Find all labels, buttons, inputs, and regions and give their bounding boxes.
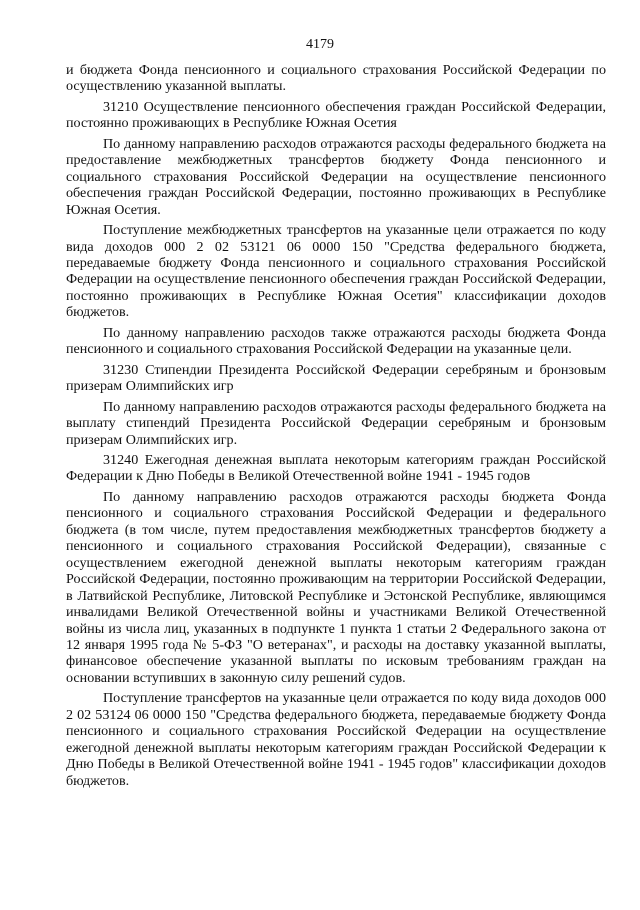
document-body [66,62,606,793]
paragraph: По данному направлению расходов также отражаются расходы бюджета Фонда пенсионного и социального страхования Российской Федерации на указанные цели. [66,324,606,358]
paragraph: Поступление трансфертов на указанные цели отражается по коду вида доходов 000 2 02 53124 06 0000 150 "Средства федерального бюджета, передаваемые бюджету Фонда пенсионного и социального страхования Российской Федерации на осуществление ежегодной денежной выплаты некоторым категориям граждан Российской Федерации к Дню Победы в Великой Отечественной войне 1941 - 1945 годов" классификации доходов бюджетов. [66,690,606,789]
paragraph: Поступление межбюджетных трансфертов на указанные цели отражается по коду вида доходов 000 2 02 53121 06 0000 150 "Средства федерального бюджета, передаваемые бюджету Фонда пенсионного и социального страхования Российской Федерации на осуществление пенсионного обеспечения граждан Российской Федерации, постоянно проживающих в Республике Южная Осетия" классификации доходов бюджетов. [66,222,606,321]
paragraph-continuation: и бюджета Фонда пенсионного и социального страхования Российской Федерации по осуществлению указанной выплаты. [66,62,606,95]
page-number: 4179 [306,37,334,52]
paragraph: По данному направлению расходов отражаются расходы федерального бюджета на выплату стипендий Президента Российской Федерации серебряным и бронзовым призерам Олимпийских игр. [66,398,606,448]
paragraph: По данному направлению расходов отражаются расходы бюджета Фонда пенсионного и социального страхования Российской Федерации и федерального бюджета (в том числе, путем предоставления межбюджетных трансфертов бюджету а пенсионного и социального страхования Российской Федерации), связанные с осуществлением ежегодной денежной выплаты некоторым категориям граждан Российской Федерации, постоянно проживающим на территории Российской Федерации, в Латвийской Республике, Литовской Республике и Эстонской Республике, являющимся инвалидами Великой Отечественной войны и участниками Великой Отечественной войны из числа лиц, указанных в подпункте 1 пункта 1 статьи 2 Федерального закона от 12 января 1995 года № 5-ФЗ "О ветеранах", и расходы на доставку указанной выплаты, финансовое обеспечение указанной выплаты по исковым требованиям граждан на основании вступивших в законную силу решений судов. [66,488,606,686]
paragraph: По данному направлению расходов отражаются расходы федерального бюджета на предоставление межбюджетных трансфертов бюджету Фонда пенсионного и социального страхования Российской Федерации на осуществление пенсионного обеспечения граждан Российской Федерации, постоянно проживающих в Республике Южная Осетия. [66,135,606,218]
section-heading-31230: 31230 Стипендии Президента Российской Федерации серебряным и бронзовым призерам Олимпийских игр [66,361,606,395]
section-heading-31240: 31240 Ежегодная денежная выплата некоторым категориям граждан Российской Федерации к Дню Победы в Великой Отечественной войне 1941 - 1945 годов [66,451,606,485]
section-heading-31210: 31210 Осуществление пенсионного обеспечения граждан Российской Федерации, постоянно проживающих в Республике Южная Осетия [66,98,606,132]
